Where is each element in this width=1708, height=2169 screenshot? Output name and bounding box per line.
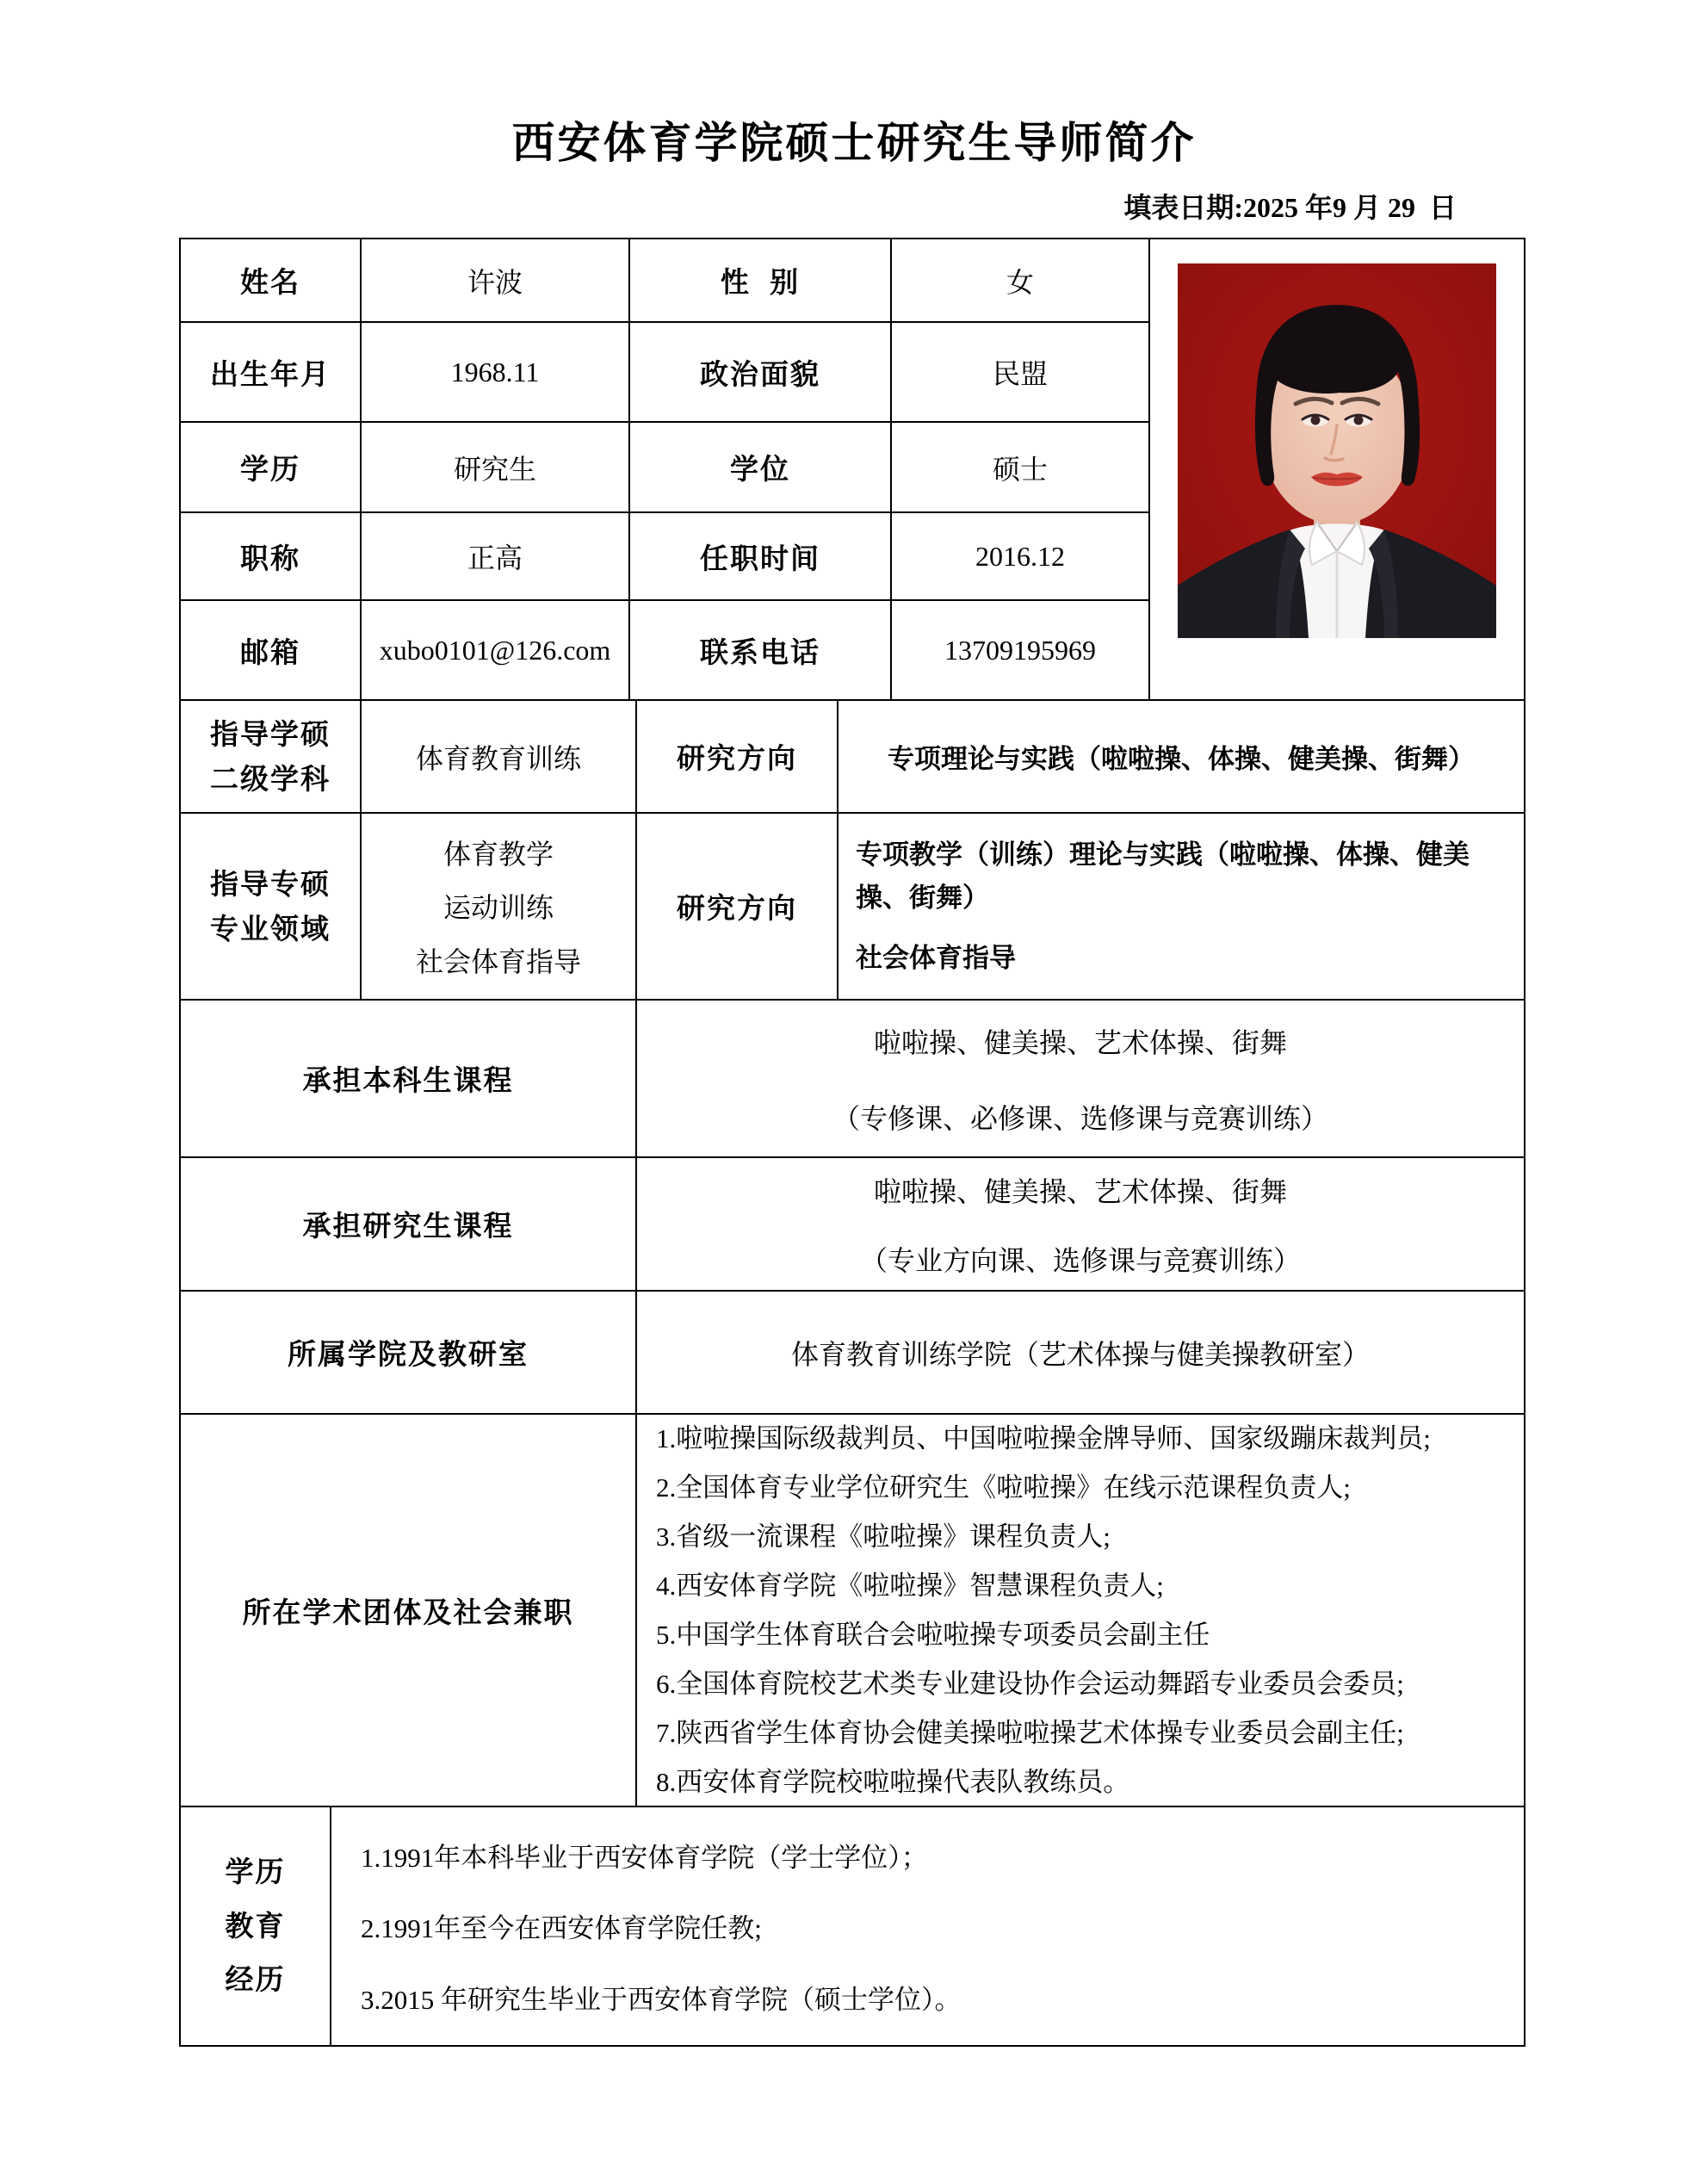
gender-label: 性 别 bbox=[630, 239, 892, 321]
area-item: 运动训练 bbox=[442, 892, 554, 924]
phone-label: 联系电话 bbox=[630, 601, 892, 699]
appointment-value: 2016.12 bbox=[975, 540, 1065, 572]
political-label: 政治面貌 bbox=[630, 323, 892, 421]
undergrad-courses-label: 承担本科生课程 bbox=[181, 1001, 637, 1156]
email-value: xubo0101@126.com bbox=[362, 601, 630, 699]
academic-master-value: 体育教育训练 bbox=[362, 701, 637, 812]
title-rank-label: 职称 bbox=[181, 513, 362, 599]
name-label: 姓名 bbox=[181, 239, 362, 321]
education-history-list bbox=[331, 1807, 1524, 2045]
table-row bbox=[181, 239, 1148, 323]
professional-master-row bbox=[181, 814, 1524, 1001]
academic-master-row bbox=[181, 701, 1524, 814]
education-history-row bbox=[181, 1807, 1524, 2045]
email-label: 邮箱 bbox=[181, 601, 362, 699]
education-history-item: 2.1991年至今在西安体育学院任教; bbox=[361, 1913, 762, 1944]
education-history-item: 1.1991年本科毕业于西安体育学院（学士学位）； bbox=[361, 1842, 928, 1873]
professional-master-areas bbox=[362, 814, 637, 999]
page-title: 西安体育学院硕士研究生导师简介 bbox=[511, 119, 1197, 167]
appointment-label: 任职时间 bbox=[630, 513, 892, 599]
memberships-list bbox=[637, 1415, 1524, 1806]
name-value: 许波 bbox=[362, 239, 630, 321]
table-row bbox=[181, 601, 1148, 699]
memberships-label: 所在学术团体及社会兼职 bbox=[181, 1415, 637, 1806]
political-value: 民盟 bbox=[992, 358, 1048, 389]
table-row bbox=[181, 423, 1148, 513]
memberships-row bbox=[181, 1415, 1524, 1807]
phone-value: 13709195969 bbox=[944, 634, 1096, 666]
undergrad-courses-row bbox=[181, 1001, 1524, 1158]
research-direction-label-2: 研究方向 bbox=[637, 814, 839, 999]
basic-info-rows bbox=[181, 239, 1148, 699]
membership-item: 8.西安体育学院校啦啦操代表队教练员。 bbox=[656, 1767, 1130, 1797]
department-value: 体育教育训练学院（艺术体操与健美操教研室） bbox=[790, 1338, 1370, 1370]
membership-item: 4.西安体育学院《啦啦操》智慧课程负责人; bbox=[656, 1571, 1164, 1601]
department-label: 所属学院及教研室 bbox=[181, 1292, 637, 1413]
education-history-label: 学历 教育 经历 bbox=[181, 1807, 331, 2045]
birth-label: 出生年月 bbox=[181, 323, 362, 421]
membership-item: 7.陕西省学生体育协会健美操啦啦操艺术体操专业委员会副主任; bbox=[656, 1718, 1404, 1748]
gender-value: 女 bbox=[1006, 266, 1034, 298]
photo-cell bbox=[1148, 239, 1524, 699]
membership-item: 1.啦啦操国际级裁判员、中国啦啦操金牌导师、国家级蹦床裁判员; bbox=[656, 1423, 1431, 1453]
research-direction-label: 研究方向 bbox=[637, 701, 839, 812]
membership-item: 5.中国学生体育联合会啦啦操专项委员会副主任 bbox=[656, 1620, 1210, 1650]
graduate-courses-value: 啦啦操、健美操、艺术体操、街舞 （专业方向课、选修课与竞赛训练） bbox=[859, 1175, 1301, 1276]
form-date: 填表日期:2025 年9 月 29 日 bbox=[1123, 192, 1457, 223]
graduate-courses-label: 承担研究生课程 bbox=[181, 1158, 637, 1290]
table-row bbox=[181, 323, 1148, 423]
professional-master-label: 指导专硕 专业领域 bbox=[181, 814, 362, 999]
table-row bbox=[181, 513, 1148, 601]
membership-item: 3.省级一流课程《啦啦操》课程负责人; bbox=[656, 1521, 1111, 1552]
undergrad-courses-value: 啦啦操、健美操、艺术体操、街舞 （专修课、必修课、选修课与竞赛训练） bbox=[832, 1026, 1328, 1134]
area-item: 社会体育指导 bbox=[415, 945, 581, 977]
academic-master-label: 指导学硕 二级学科 bbox=[181, 701, 362, 812]
basic-info-section bbox=[181, 239, 1524, 701]
portrait-photo bbox=[1178, 263, 1496, 638]
research-direction-value-2: 专项教学（训练）理论与实践（啦啦操、体操、健美操、街舞） 社会体育指导 bbox=[856, 839, 1470, 973]
area-item: 体育教学 bbox=[442, 839, 554, 871]
department-row bbox=[181, 1292, 1524, 1415]
research-direction-value: 专项理论与实践（啦啦操、体操、健美操、街舞） bbox=[888, 744, 1475, 774]
degree-value: 硕士 bbox=[992, 453, 1048, 485]
degree-label: 学位 bbox=[630, 423, 892, 511]
membership-item: 2.全国体育专业学位研究生《啦啦操》在线示范课程负责人; bbox=[656, 1472, 1351, 1503]
profile-table bbox=[179, 238, 1525, 2047]
education-history-item: 3.2015 年研究生毕业于西安体育学院（硕士学位）。 bbox=[361, 1985, 962, 2016]
education-label: 学历 bbox=[181, 423, 362, 511]
graduate-courses-row bbox=[181, 1158, 1524, 1292]
title-rank-value: 正高 bbox=[362, 513, 630, 599]
membership-item: 6.全国体育院校艺术类专业建设协作会运动舞蹈专业委员会委员; bbox=[656, 1669, 1404, 1699]
education-value: 研究生 bbox=[362, 423, 630, 511]
birth-value: 1968.11 bbox=[362, 323, 630, 421]
